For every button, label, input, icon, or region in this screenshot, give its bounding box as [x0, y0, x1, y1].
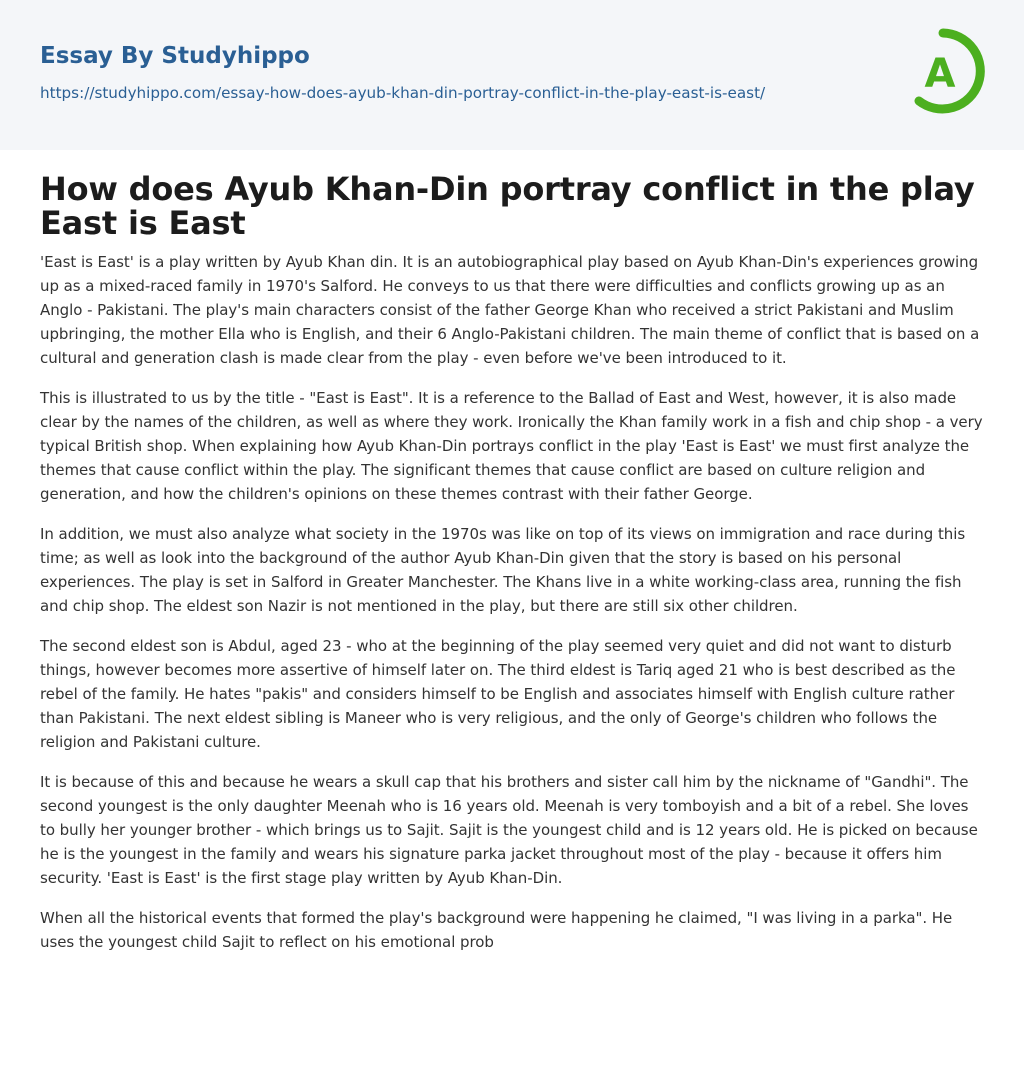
source-url-link[interactable]: https://studyhippo.com/essay-how-does-ayub-khan-din-portray-conflict-in-the-play-east-is-east/: [40, 84, 766, 102]
paragraph-1: 'East is East' is a play written by Ayub Khan din. It is an autobiographical play based on Ayub Khan-Din's experiences growing up as a mixed-raced family in 1970's Salford. He conveys to us that there were difficulties and conflicts growing up as an Anglo - Pakistani. The play's main characters consist of the father George Khan who received a strict Pakistani and Muslim upbringing, the mother Ella who is English, and their 6 Anglo-Pakistani children. The main theme of conflict that is based on a cultural and generation clash is made clear from the play - even before we've been introduced to it.: [40, 253, 980, 367]
paragraph-5: It is because of this and because he wears a skull cap that his brothers and sister call him by the nickname of "Gandhi". The second youngest is the only daughter Meenah who is 16 years old. Meenah is very tomboyish and a bit of a rebel. She loves to bully her younger brother - which brings us to Sajit. Sajit is the youngest child and is 12 years old. He is picked on because he is the youngest in the family and wears his signature parka jacket throughout most of the play - because it offers him security. 'East is East' is the first stage play written by Ayub Khan-Din.: [40, 773, 978, 887]
article-title: How does Ayub Khan-Din portray conflict in the play East is East: [40, 170, 975, 242]
article: [0, 172, 1024, 954]
logo-svg: [902, 27, 990, 117]
paragraph-3: In addition, we must also analyze what society in the 1970s was like on top of its views on immigration and race during this time; as well as look into the background of the author Ayub Khan-Din given that the story is based on his personal experiences. The play is set in Salford in Greater Manchester. The Khans live in a white working-class area, running the fish and chip shop. The eldest son Nazir is not mentioned in the play, but there are still six other children.: [40, 525, 966, 615]
paragraph-2: This is illustrated to us by the title - "East is East". It is a reference to the Ballad of East and West, however, it is also made clear by the names of the children, as well as where they work. Ironically the Khan family work in a fish and chip shop - a very typical British shop. When explaining how Ayub Khan-Din portrays conflict in the play 'East is East' we must first analyze the themes that cause conflict within the play. The significant themes that cause conflict are based on culture religion and generation, and how the children's opinions on these themes contrast with their father George.: [40, 389, 983, 503]
paragraph-4: The second eldest son is Abdul, aged 23 - who at the beginning of the play seemed very quiet and did not want to disturb things, however becomes more assertive of himself later on. The third eldest is Tariq aged 21 who is best described as the rebel of the family. He hates "pakis" and considers himself to be English and associates himself with English culture rather than Pakistani. The next eldest sibling is Maneer who is very religious, and the only of George's children who follows the religion and Pakistani culture.: [40, 637, 956, 751]
site-header: [0, 0, 1024, 150]
paragraph-6: When all the historical events that formed the play's background were happening he claimed, "I was living in a parka". He uses the youngest child Sajit to reflect on his emotional prob: [40, 909, 953, 951]
studyhippo-logo-icon[interactable]: [902, 27, 990, 117]
brand-title[interactable]: Essay By Studyhippo: [40, 43, 310, 69]
logo-letter: A: [924, 51, 956, 97]
